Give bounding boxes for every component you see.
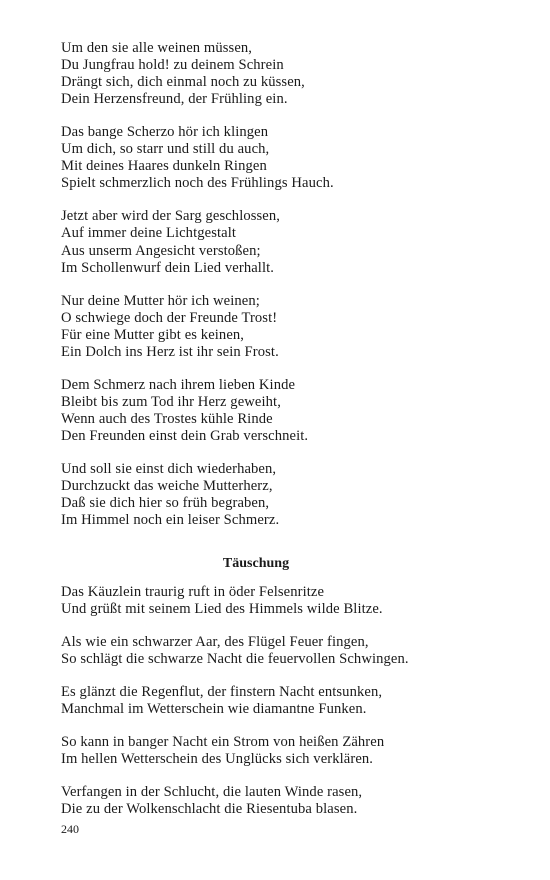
verse-line: Im Schollenwurf dein Lied verhallt. [61,259,275,276]
verse-line: Verfangen in der Schlucht, die lauten Winde rasen, [61,783,363,800]
verse-line: Die zu der Wolkenschlacht die Riesentuba blasen. [61,801,358,818]
verse-line: Durchzuckt das weiche Mutterherz, [61,477,273,494]
verse-line: Dein Herzensfreund, der Frühling ein. [61,91,288,108]
verse-line: Mit deines Haares dunkeln Ringen [61,158,267,175]
verse-line: Spielt schmerzlich noch des Frühlings Hauch. [61,175,334,192]
verse-line: Dem Schmerz nach ihrem lieben Kinde [61,376,296,393]
verse-line: Um dich, so starr und still du auch, [61,141,270,158]
verse-line: Das bange Scherzo hör ich klingen [61,124,269,141]
verse-line: Bleibt bis zum Tod ihr Herz geweiht, [61,393,281,410]
verse-line: Das Käuzlein traurig ruft in öder Felsenritze [61,584,325,600]
verse-line: Du Jungfrau hold! zu deinem Schrein [61,57,284,74]
verse-line: Es glänzt die Regenflut, der finstern Nacht entsunken, [61,683,383,700]
verse-line: Und grüßt mit seinem Lied des Himmels wilde Blitze. [61,601,383,618]
stanza [61,40,501,108]
stanza [61,377,501,445]
verse-line: Den Freunden einst dein Grab verschneit. [61,427,309,444]
verse-line: Aus unserm Angesicht verstoßen; [61,242,261,259]
stanza [61,584,501,618]
stanza [61,461,501,529]
verse-line: Für eine Mutter gibt es keinen, [61,326,245,343]
verse-line: Nur deine Mutter hör ich weinen; [61,292,260,309]
verse-line: Wenn auch des Trostes kühle Rinde [61,410,273,427]
verse-line: Und soll sie einst dich wiederhaben, [61,460,277,477]
verse-line: Als wie ein schwarzer Aar, des Flügel Feuer fingen, [61,633,369,650]
verse-line: O schwiege doch der Freunde Trost! [61,309,278,326]
stanza [61,124,501,192]
stanza [61,684,501,718]
poem-2 [61,584,501,834]
poem-title: Täuschung [222,556,290,571]
stanza [61,784,501,818]
verse-line: Ein Dolch ins Herz ist ihr sein Frost. [61,343,279,360]
stanza [61,634,501,668]
verse-line: Jetzt aber wird der Sarg geschlossen, [61,208,281,225]
verse-line: So schlägt die schwarze Nacht die feuervollen Schwingen. [61,651,409,668]
verse-line: Drängt sich, dich einmal noch zu küssen, [61,74,305,91]
verse-line: Daß sie dich hier so früh begraben, [61,495,270,512]
verse-line: Auf immer deine Lichtgestalt [61,225,237,242]
stanza [61,208,501,276]
stanza [61,734,501,768]
verse-line: Im hellen Wetterschein des Unglücks sich verklären. [61,751,374,768]
poem-1 [61,40,501,529]
verse-line: Im Himmel noch ein leiser Schmerz. [61,512,280,529]
book-page [61,40,501,818]
page-number: 240 [61,822,79,836]
verse-line: So kann in banger Nacht ein Strom von heißen Zähren [61,733,385,750]
verse-line: Um den sie alle weinen müssen, [61,40,253,56]
stanza [61,293,501,361]
verse-line: Manchmal im Wetterschein wie diamantne Funken. [61,701,367,718]
